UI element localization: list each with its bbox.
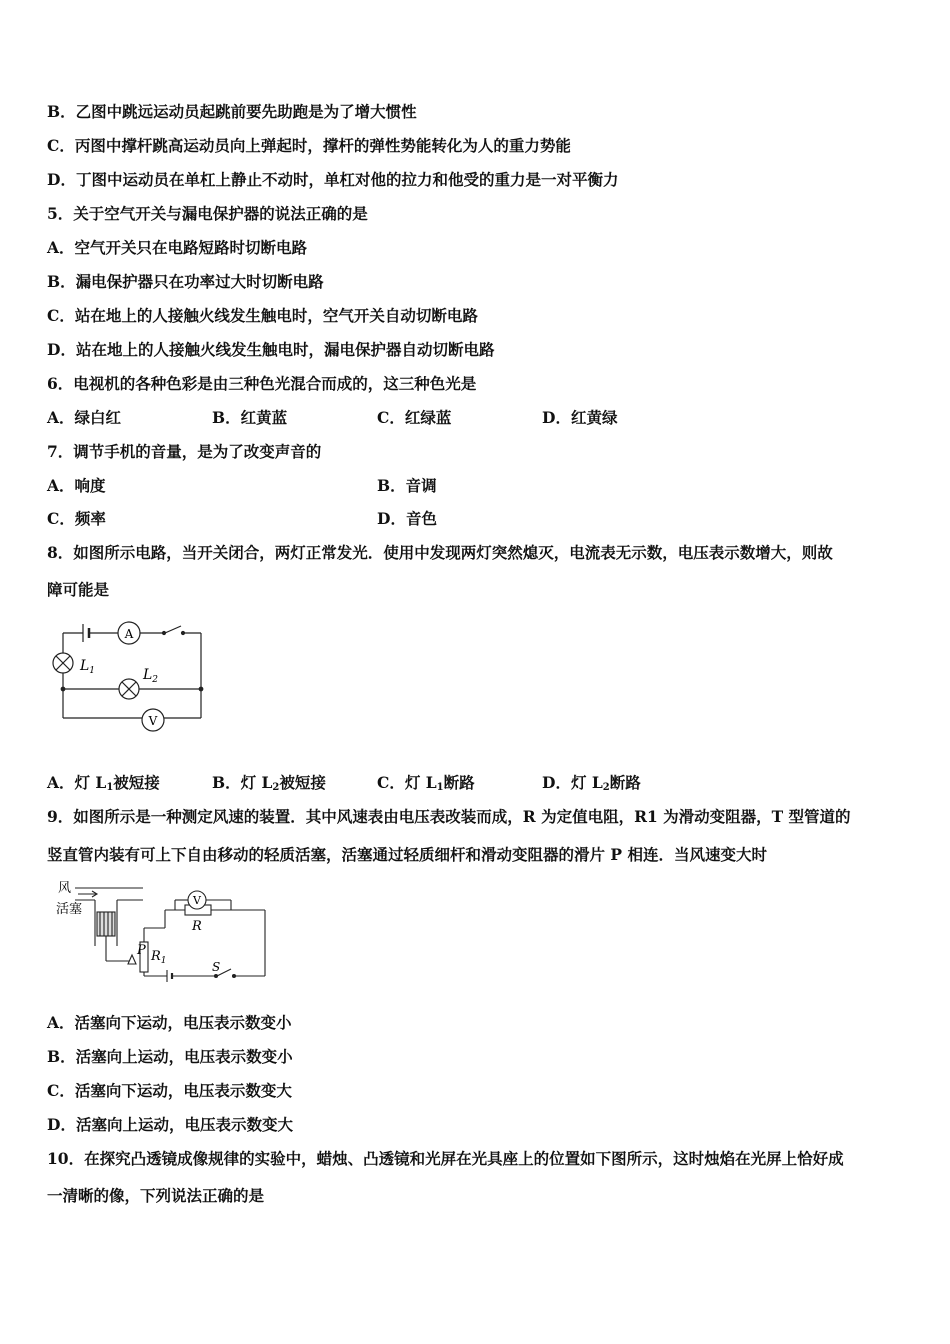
q8-stem-line1: 8．如图所示电路，当开关闭合，两灯正常发光．使用中发现两灯突然熄灭，电流表无示数，电压表示数增大，则故 bbox=[47, 543, 833, 562]
q8-option-d: D．灯 $L_2$断路 bbox=[542, 773, 641, 793]
q7-stem: 7．调节手机的音量，是为了改变声音的 bbox=[47, 442, 322, 461]
q9-option-c: C．活塞向下运动，电压表示数变大 bbox=[47, 1081, 292, 1100]
lamp-l2-label: $L_2$ bbox=[143, 667, 159, 685]
rheostat-r1-label: $R_1$ bbox=[151, 949, 167, 966]
q7-option-a: A．响度 bbox=[47, 476, 106, 495]
slider-p-label: P bbox=[137, 943, 146, 958]
q7-option-b: B．音调 bbox=[377, 476, 437, 495]
q10-stem-line2: 一清晰的像，下列说法正确的是 bbox=[47, 1186, 265, 1205]
q5-option-a: A．空气开关只在电路短路时切断电路 bbox=[47, 238, 308, 257]
voltmeter-label: V bbox=[148, 714, 158, 728]
q9-wind-speed-device-diagram bbox=[45, 876, 275, 986]
q9-stem-line1: 9．如图所示是一种测定风速的装置．其中风速表由电压表改装而成，R 为定值电阻，R1 为滑动变阻器，T 型管道的 bbox=[47, 807, 851, 826]
q9-option-a: A．活塞向下运动，电压表示数变小 bbox=[47, 1013, 292, 1032]
q8-stem-line2: 障可能是 bbox=[47, 580, 110, 599]
q6-stem: 6．电视机的各种色彩是由三种色光混合而成的，这三种色光是 bbox=[47, 374, 477, 393]
q8-option-c: C．灯 $L_1$断路 bbox=[377, 773, 475, 793]
q5-option-c: C．站在地上的人接触火线发生触电时，空气开关自动切断电路 bbox=[47, 306, 478, 325]
q4-option-c: C．丙图中撑杆跳高运动员向上弹起时，撑杆的弹性势能转化为人的重力势能 bbox=[47, 136, 571, 155]
q8-option-a: A．灯 $L_1$被短接 bbox=[47, 773, 160, 793]
resistor-r-label: R bbox=[192, 919, 202, 934]
q5-stem: 5．关于空气开关与漏电保护器的说法正确的是 bbox=[47, 204, 368, 223]
q4-option-d: D．丁图中运动员在单杠上静止不动时，单杠对他的拉力和他受的重力是一对平衡力 bbox=[47, 170, 619, 189]
switch-s-label: S bbox=[212, 960, 221, 974]
wind-label: 风 bbox=[58, 881, 72, 896]
voltmeter-label: V bbox=[193, 894, 201, 907]
q8-circuit-diagram bbox=[45, 618, 215, 736]
slider-p-symbol bbox=[128, 955, 136, 964]
lamp-l1-label: $L_1$ bbox=[80, 658, 96, 676]
q7-option-d: D．音色 bbox=[377, 509, 437, 528]
q6-option-b: B．红黄蓝 bbox=[212, 408, 288, 427]
q9-stem-line2: 竖直管内装有可上下自由移动的轻质活塞，活塞通过轻质细杆和滑动变阻器的滑片 P 相连．当风速变大时 bbox=[47, 845, 767, 864]
ammeter-label: A bbox=[124, 627, 134, 641]
q5-option-d: D．站在地上的人接触火线发生触电时，漏电保护器自动切断电路 bbox=[47, 340, 495, 359]
q5-option-b: B．漏电保护器只在功率过大时切断电路 bbox=[47, 272, 324, 291]
q6-option-c: C．红绿蓝 bbox=[377, 408, 452, 427]
q9-option-d: D．活塞向上运动，电压表示数变大 bbox=[47, 1115, 293, 1134]
q4-option-b: B．乙图中跳远运动员起跳前要先助跑是为了增大惯性 bbox=[47, 102, 417, 121]
q8-option-b: B．灯 $L_2$被短接 bbox=[212, 773, 326, 793]
q6-option-a: A．绿白红 bbox=[47, 408, 122, 427]
q6-option-d: D．红黄绿 bbox=[542, 408, 618, 427]
q10-stem-line1: 10．在探究凸透镜成像规律的实验中，蜡烛、凸透镜和光屏在光具座上的位置如下图所示，这时烛焰在光屏上恰好成 bbox=[47, 1149, 844, 1168]
switch-lever bbox=[165, 626, 181, 633]
q7-option-c: C．频率 bbox=[47, 509, 106, 528]
q9-option-b: B．活塞向上运动，电压表示数变小 bbox=[47, 1047, 293, 1066]
piston-label: 活塞 bbox=[56, 902, 83, 917]
